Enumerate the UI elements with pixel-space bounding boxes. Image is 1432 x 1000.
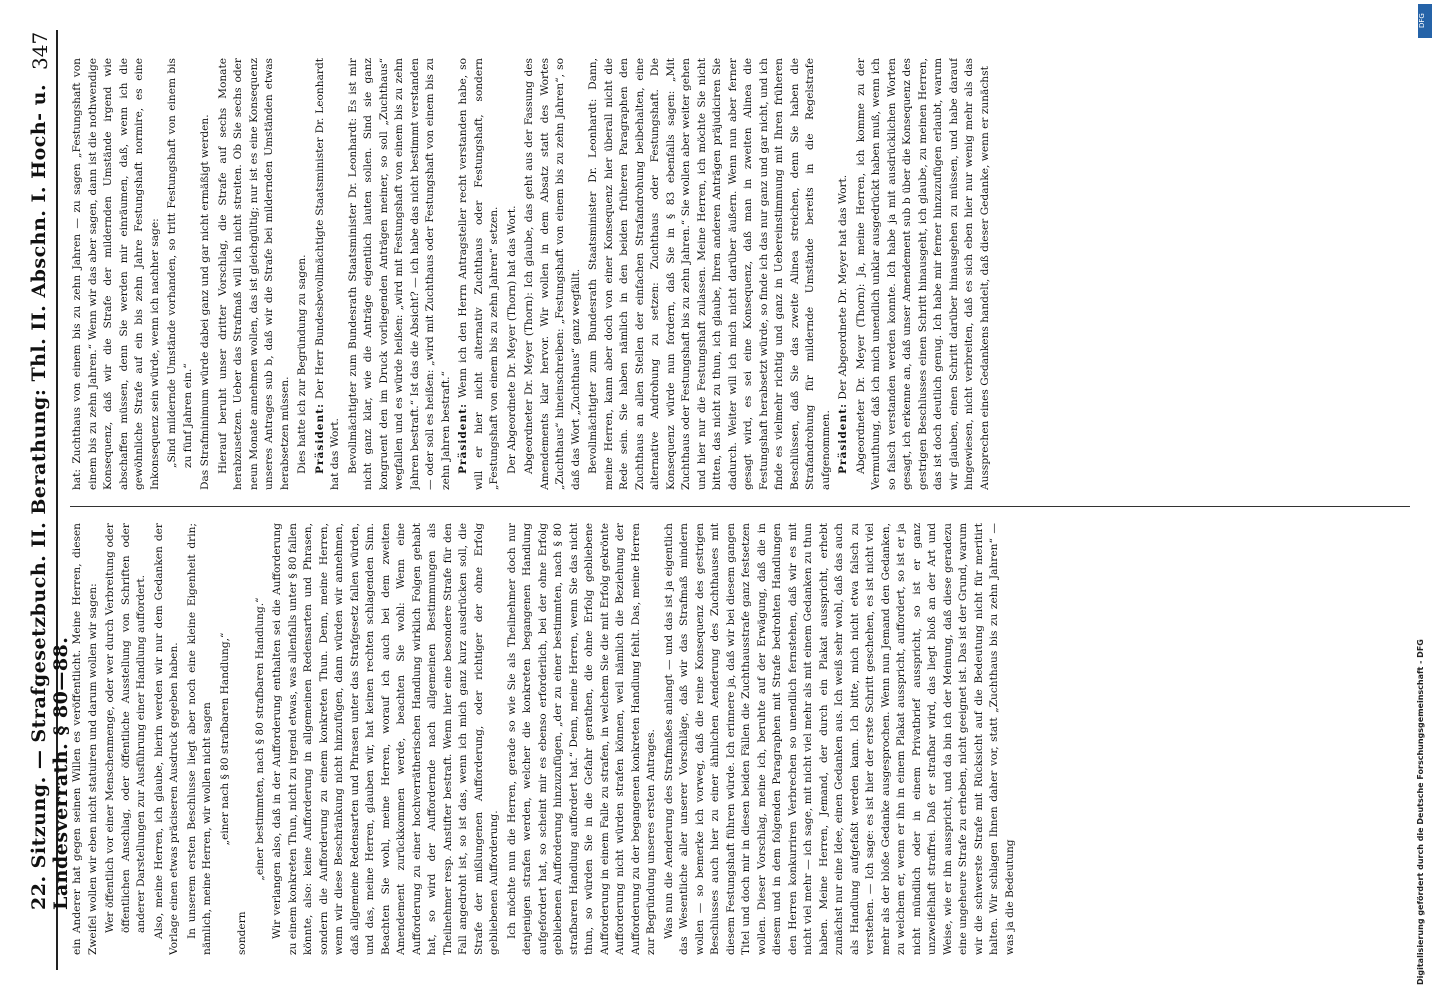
paragraph: Abgeordneter Dr. Meyer (Thorn): Ja, meine Herren, ich komme zu der Vermuthung, daß ich mich unendlich unklar ausgedrückt haben muß, wenn ich so falsch verstanden werden konnte. Ich habe ja mit ausdrücklichen Worten gesagt, ich erkenne an, daß unser Amendement sub b über die Konsequenz des gestrigen Beschlusses einen Schritt hinausgeht, ich glaube, zu meinen Herren, das ist doch deutlich genug. Ich habe mir ferner hinzuzufügen erlaubt, warum wir glauben, einen Schritt darüber hinausgehen zu müssen, und habe darauf hingewiesen, nicht verbreiten, daß es sich eben hier nur wenig mehr als das Aussprechen eines Gedankens handelt, daß dieser Gedanke, wenn er zunächst	[854, 58, 991, 490]
running-header: 22. Sitzung. — Strafgesetzbuch. II. Berathung: Thl. II. Abschn. I. Hoch- u. Landesverrath. § 80—88.	[28, 83, 72, 910]
paragraph: Abgeordneter Dr. Meyer (Thorn): Ich glaube, das geht aus der Fassung des Amendements klar hervor. Wir wollen in dem Absatz statt des Wortes „Zuchthaus“ hineinschreiben: „Festungshaft von einem bis zu zehn Jahren“, so daß das Wort „Zuchthaus“ ganz wegfällt.	[523, 58, 582, 490]
speech-text: Wenn ich den Herrn Antragsteller recht verstanden habe, so will er hier nicht alternativ Zuchthaus oder Festungshaft, sondern „Festungshaft von einem bis zu zehn Jahren“ setzen.	[457, 58, 500, 490]
speech-text: Der Abgeordnete Dr. Meyer hat das Wort.	[837, 174, 849, 403]
paragraph	[313, 58, 344, 490]
speaker-label: Präsident:	[313, 402, 326, 474]
column-divider	[70, 506, 1410, 507]
paragraph: „einer nach § 80 strafbaren Handlung,“	[218, 632, 231, 846]
page-number: 347	[28, 31, 52, 70]
paragraph: Das Strafminimum würde dabei ganz und gar nicht ermäßigt werden.	[199, 114, 211, 490]
paragraph: Ich möchte nun die Herren, gerade so wie Sie als Theilnehmer doch nur denjenigen strafen werden, welcher die konkreten begangenen Handlung aufgefordert hat, so scheint mir es ebenso erforderlich, bei der ohne Erfolg gebliebenen Aufforderung hinzuzufügen, „der zu einer bestimmten, nach § 80 strafbaren Handlung auffordert hat.“ Denn, meine Herren, wenn Sie das nicht thun, so würden Sie in die Gefahr gerathen, die ohne Erfolg gebliebene Aufforderung in einem Falle zu strafen, in welchem Sie die mit Erfolg gekrönte Aufforderung nicht würden strafen können, weil nämlich die Beziehung der Aufforderung zu der begangenen konkreten Handlung fehlt. Das, meine Herren zur Begründung unseres ersten Antrages.	[505, 523, 657, 955]
paragraph: „Sind mildernde Umstände vorhanden, so tritt Festungshaft von einem bis zu fünf Jahren ein.“	[166, 58, 194, 468]
paragraph: Wer öffentlich vor einer Menschenmenge, oder wer durch Verbreitung oder öffentlichen Anschlag, oder öffentliche Ausstellung von Schriften oder anderer Darstellungen zur Ausführung einer Handlung auffordert.	[104, 523, 147, 933]
paragraph: Bevollmächtigter zum Bundesrath Staatsminister Dr. Leonhardt: Es ist mir nicht ganz klar, wie die Anträge eigentlich lauten sollen. Sind sie ganz kongruent den im Druck vorliegenden Anträgen meiner, so soll „Zuchthaus“ wegfallen und es würde heißen: „wird mit Festungshaft von einem bis zu zehn Jahren bestraft.“ Ist das die Absicht? — ich habe das nicht bestimmt verstanden — oder soll es heißen: „wird mit Zuchthaus oder Festungshaft von einem bis zu zehn Jahren bestraft.“	[346, 58, 452, 490]
paragraph: Dies hatte ich zur Begründung zu sagen.	[296, 254, 308, 474]
speaker-label: Präsident:	[837, 402, 849, 474]
text-column-right	[70, 58, 1410, 490]
paragraph: Was nun die Aenderung des Strafmaßes anlangt — und das ist ja eigentlich das Wesentliche aller unserer Vorschläge, daß wir das Strafmaß mindern wollen — so bemerke ich vorweg, daß die reine Konsequenz des gestrigen Beschlusses auch hier zu einer ähnlichen Aenderung des Zuchthauses mit diesem Festungshaft führen würde. Ich erinnere ja, daß wir bei diesem gangen Titel und doch mir in diesen beiden Fällen die Zuchthausstrafe ganz festsetzen wollen. Dieser Vorschlag, meine ich, beruhte auf der Erwägung, daß die in diesem und in dem folgenden Paragraphen mit Strafe bedrohten Handlungen den Herren konkurriren Verbrechen so unendlich fernstehen, daß wir es mit nicht viel mehr — ich sage, mit nicht viel mehr als mit einem Gedanken zu thun haben. Meine Herren, Jemand, der durch ein Plakat ausspricht, erhebt zunächst nur eine Idee, einen Gedanken aus. Ich weiß sehr wohl, daß das auch als Handlung aufgefaßt werden kann. Ich bitte, mich nicht etwa falsch zu verstehen. — Ich sage: es ist hier der erste Schritt geschehen, es ist nicht viel mehr als der bloße Gedanke ausgesprochen. Wenn nun Jemand den Gedanken, zu welchem er, wenn er ihn in einem Plakat ausspricht, auffordert, so ist er ja nicht mündlich oder in einem Privatbrief ausspricht, so ist er ganz unzweifelhaft straffrei. Daß er strafbar wird, das liegt bloß an der Art und Weise, wie er ihn ausspricht, und da bin ich der Meinung, daß diese geradezu eine ungeheure Strafe zu erheben, nicht geeignet ist. Das ist der Grund, warum wir die schwerste Strafe mit Rücksicht auf die Bedeutung nicht für meritirt halten. Wir schlagen Ihnen daher vor, statt „Zuchthaus bis zu zehn Jahren“ — was ja die Bedeutung	[662, 523, 1016, 955]
digitization-credit: Digitalisierung gefördert durch die Deutsche Forschungsgemeinschaft - DFG	[1416, 639, 1425, 985]
paragraph: Der Abgeordnete Dr. Meyer (Thorn) hat das Wort.	[505, 205, 518, 474]
paragraph: Also, meine Herren, ich glaube, hierin werden wir nur dem Gedanken der Vorlage einen etwas präciseren Ausdruck gegeben haben.	[152, 523, 180, 955]
paragraph: hat: Zuchthaus von einem bis zu zehn Jahren — zu sagen „Festungshaft von einem bis zu zehn Jahren.“ Wenn wir das aber sagen, dann ist die nothwendige Konsequenz, daß wir die Strafe der mildernden Umstände irgend wie abschaffen müssen, denn Sie werden mir einräumen, daß, wenn ich die gewöhnliche Strafe auf ein bis zehn Jahre Festungshaft normire, es eine Inkonsequenz sein würde, wenn ich nachher sage:	[71, 58, 161, 490]
paragraph	[456, 58, 503, 490]
paragraph	[836, 58, 852, 490]
speech-text: Der Herr Bundesbevollmächtigte Staatsminister Dr. Leonhardt hat das Wort.	[313, 58, 341, 490]
paragraph: sondern	[236, 911, 248, 955]
paragraph: Hierauf beruht unser dritter Vorschlag, die Strafe auf sechs Monate herabzusetzen. Ueber das Strafmaß will ich nicht streiten. Ob Sie sechs oder neun Monate annehmen wollen, das ist gleichgültig; nur ist es eine Konsequenz unseres Antrages sub b, daß wir die Strafe bei mildernden Umständen etwas herabsetzen müssen.	[216, 58, 291, 490]
paragraph: „einer bestimmten, nach § 80 strafbaren Handlung.“	[253, 597, 266, 881]
speaker-label: Präsident:	[457, 402, 469, 474]
page-header	[28, 30, 72, 970]
dfg-logo: DFG	[1418, 4, 1432, 38]
text-column-left	[70, 523, 1410, 955]
paragraph: ein Anderer hat gegen seinen Willen es veröffentlicht. Meine Herren, diesen Zweifel wollen wir eben nicht statuiren und darum wollen wir sagen:	[71, 523, 99, 955]
paragraph: Wir verlangen also, daß in der Aufforderung enthalten sei die Aufforderung zu einem konkreten Thun, nicht zu irgend etwas, was allenfalls unter § 80 fallen könnte, also: keine Aufforderung in allgemeinen Redensarten und Phrasen, sondern die Aufforderung zu einem konkreten Thun. Denn, meine Herren, wenn wir diese Beschränkung nicht hinzufügen, dann würden wir annehmen, daß allgemeine Redensarten und Phrasen unter das Strafgesetz fallen würden, und das, meine Herren, glauben wir, hat keinen rechten schlagenden Sinn. Beachten Sie wohl, meine Herren, worauf ich auch bei dem zweiten Amendement zurückkommen werde, beachten Sie wohl: Wenn eine Aufforderung zu einer hochverrätherischen Handlung wirklich Folgen gehabt hat, so wird der Auffordernde nach allgemeinen Bestimmungen als Theilnehmer resp. Anstifter bestraft. Wenn hier eine besondere Strafe für den Fall angedroht ist, so ist das, wenn ich mich ganz kurz ausdrücken soll, die Strafe der mißlungenen Aufforderung, oder richtiger der ohne Erfolg gebliebenen Aufforderung.	[271, 523, 500, 955]
paragraph: Bevollmächtigter zum Bundesrath Staatsminister Dr. Leonhardt: Dann, meine Herren, kann aber doch von einer Konsequenz hier überall nicht die Rede sein. Sie haben nämlich in den beiden früheren Paragraphen den Zuchthaus an allen Stellen der einfachen Strafandrohung beibehalten, eine alternative Androhung zu setzen: Zuchthaus oder Festungshaft. Die Konsequenz würde nun fordern, daß Sie in § 83 ebenfalls sagen: „Mit Zuchthaus oder Festungshaft bis zu zehn Jahren.“ Sie wollen aber weiter gehen und hier nur die Festungshaft zulassen. Meine Herren, ich möchte Sie nicht bitten, das nicht zu thun, ich glaube, Ihren anderen Anträgen präjudiciren Sie dadurch. Weiter will ich mich nicht darüber äußern. Wenn nun aber ferner gesagt wird, es sei eine Konsequenz, daß man in zweiten Alinea die Festungshaft herabsetzt würde, so finde ich das nur ganz und gar nicht, und ich finde es vielmehr richtig und ganz in Uebereinstimmung mit Ihren früheren Beschlüssen, daß Sie das zweite Alinea streichen, denn Sie haben die Strafandrohung für mildernde Umstände bereits in die Regelstrafe aufgenommen.	[587, 58, 832, 490]
paragraph: In unserem ersten Beschlusse liegt aber noch eine kleine Eigenheit drin; nämlich, meine Herren, wir wollen nicht sagen	[185, 523, 213, 955]
